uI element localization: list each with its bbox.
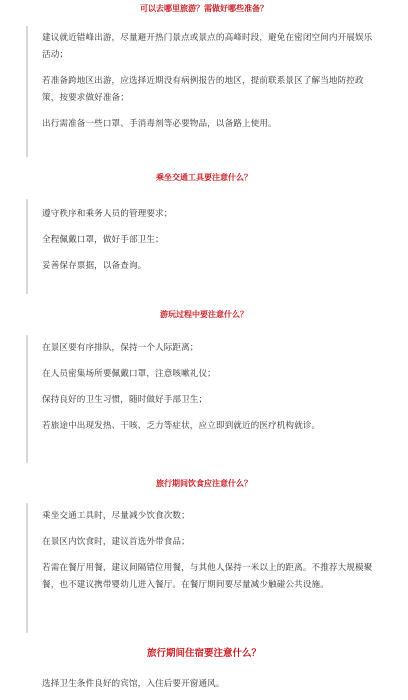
section-block-lodging: [26, 673, 386, 700]
paragraph: 保持良好的卫生习惯，随时做好手部卫生；: [42, 395, 208, 405]
section-heading-transport: 乘坐交通工具要注意什么？: [156, 173, 252, 182]
paragraph: 出行需准备一些口罩、手消毒剂等必要物品，以备路上使用。: [42, 119, 277, 129]
paragraph: 选择卫生条件良好的宾馆，入住后要开窗通风。: [42, 679, 225, 689]
paragraph: 全程佩戴口罩，做好手部卫生；: [42, 235, 164, 245]
section-heading-travel-prep: 可以去哪里旅游？需做好哪些准备？: [140, 4, 268, 13]
paragraph: 若旅途中出现发热、干咳、乏力等症状，应立即到就近的医疗机构就诊。: [42, 421, 321, 431]
section-heading-sightseeing: 游玩过程中要注意什么？: [160, 310, 248, 319]
paragraph: 妥善保存票据，以备查询。: [42, 261, 147, 271]
section-heading-dining: 旅行期间饮食应注意什么？: [156, 479, 252, 488]
section-block-sightseeing: [26, 335, 386, 463]
paragraph: 建议就近错峰出游，尽量避开热门景点或景点的高峰时段，避免在密闭空间内开展娱乐活动；: [42, 33, 373, 60]
paragraph: 若准备跨地区出游，应选择近期没有病例报告的地区，提前联系景区了解当地防控政策，按要求做好准备；: [42, 76, 364, 103]
paragraph: 在人员密集场所要佩戴口罩，注意咳嗽礼仪；: [42, 369, 216, 379]
paragraph: 若需在餐厅用餐，建议间隔错位用餐，与其他人保持一米以上的距离。不推荐大规模聚餐，也不建议携带婴幼儿进入餐厅。在餐厅期间要尽量减少触碰公共设施。: [42, 563, 373, 590]
section-block-travel-prep: [26, 26, 386, 157]
paragraph: 遵守秩序和乘务人员的管理要求；: [42, 209, 173, 219]
section-block-transport: [26, 199, 386, 294]
paragraph: 乘坐交通工具时，尽量减少饮食次数；: [42, 511, 190, 521]
section-heading-lodging: 旅行期间住宿要注意什么？: [146, 648, 261, 659]
section-block-dining: [26, 503, 386, 633]
paragraph: 在景区内饮食时，建议首选外带食品；: [42, 537, 190, 547]
paragraph: 在景区要有序排队，保持一个人际距离；: [42, 343, 199, 353]
